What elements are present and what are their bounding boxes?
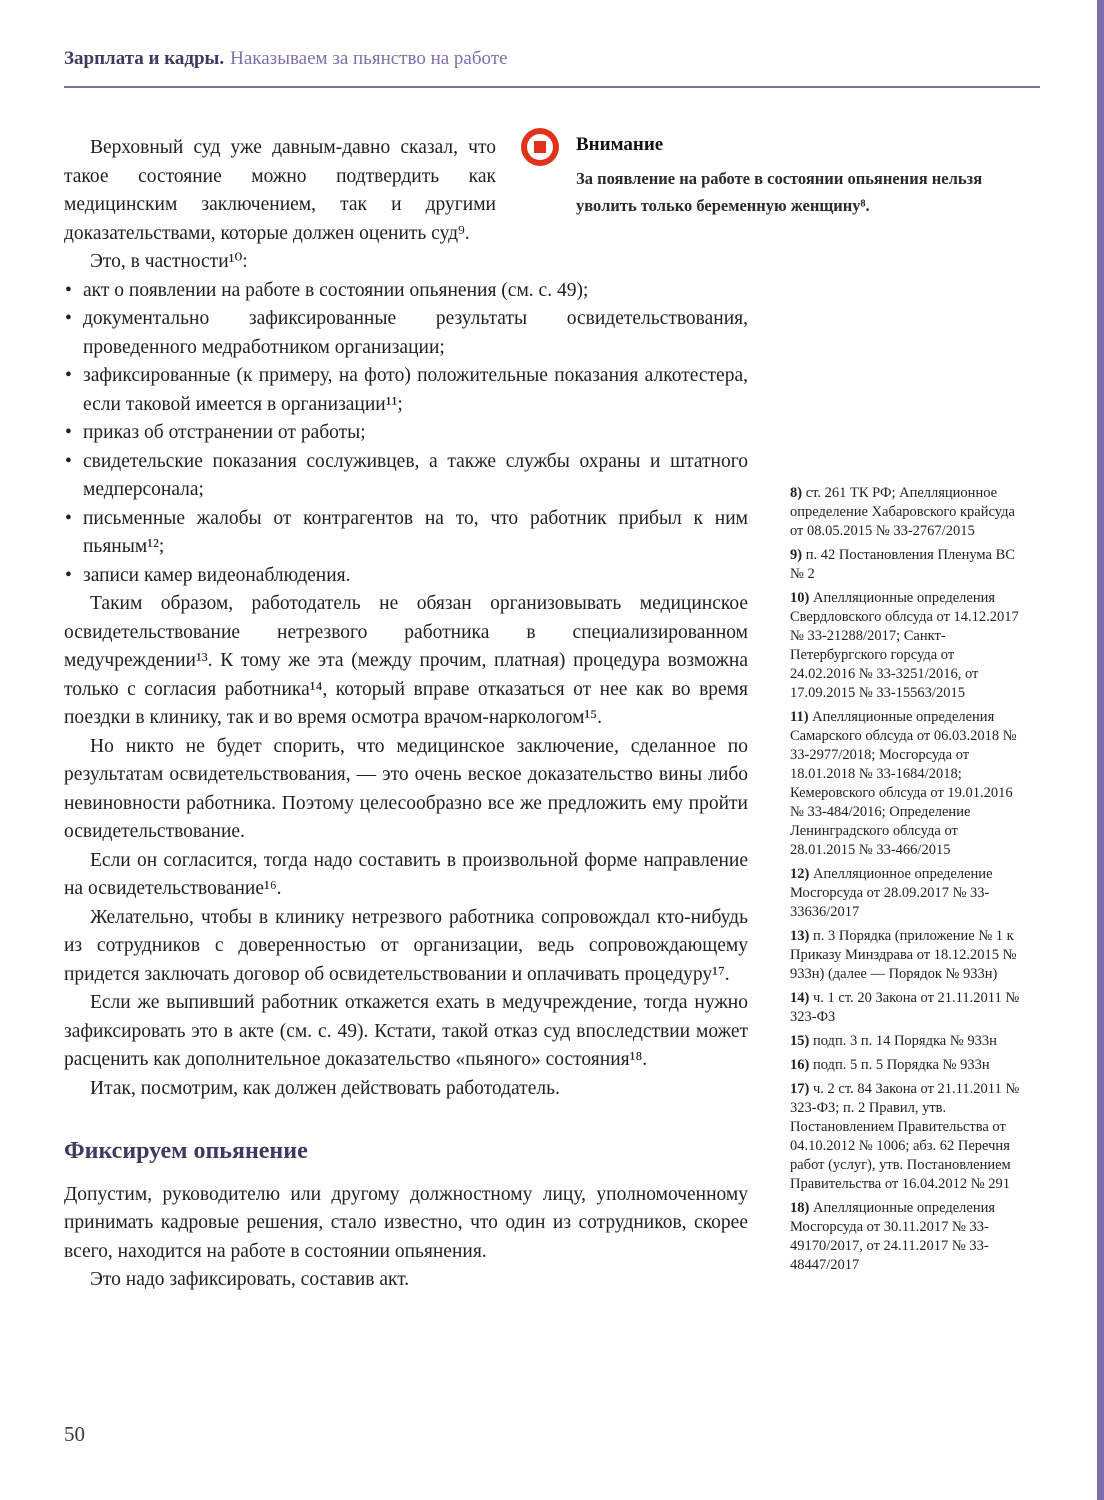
footnote-text: ст. 261 ТК РФ; Апелляционное определение Хабаровского крайсуда от 08.05.2015 № 33-2767/2015 [790, 485, 1015, 539]
footnote-text: Апелляционные определения Самарского облсуда от 06.03.2018 № 33-2977/2018; Мосгорсуда от 18.01.2018 № 33-1684/2018; Кемеровского облсуда от 19.01.2016 № 33-484/2016; Определение Ленинградского облсуда от 28.01.2015 № 33-466/2015 [790, 709, 1017, 858]
list-item: • документально зафиксированные результаты освидетельствования, проведенного медработником организации; [64, 305, 748, 362]
footnote-number: 16) [790, 1057, 810, 1073]
page-number: 50 [64, 1422, 85, 1446]
footnote-number: 12) [790, 866, 810, 882]
footnote [790, 546, 1022, 584]
list-item: • приказ об отстранении от работы; [64, 419, 748, 448]
list-item: • письменные жалобы от контрагентов на то, что работник прибыл к ним пьяным¹²; [64, 505, 748, 562]
paragraph: Это, в частности¹⁰: [90, 251, 248, 272]
footnote-number: 17) [790, 1081, 810, 1097]
footnote-number: 10) [790, 590, 810, 606]
attention-text: За появление на работе в состоянии опьянения нельзя уволить только беременную женщину⁸. [576, 169, 983, 215]
footnote-number: 11) [790, 709, 809, 725]
footnote [790, 589, 1022, 703]
running-head [64, 48, 1040, 88]
footnote-text: подп. 3 п. 14 Порядка № 933н [812, 1033, 997, 1049]
paragraph: Итак, посмотрим, как должен действовать работодатель. [90, 1077, 560, 1099]
footnote [790, 865, 1022, 922]
footnote-number: 13) [790, 928, 810, 944]
section-heading: Фиксируем опьянение [64, 1138, 308, 1164]
paragraph: Допустим, руководителю или другому должностному лицу, уполномоченному принимать кадровые решения, стало известно, что один из сотрудников, скорее всего, находится на работе в состоянии опьянения. [64, 1183, 748, 1262]
footnote [790, 708, 1022, 860]
paragraph: Но никто не будет спорить, что медицинское заключение, сделанное по результатам освидетельствования, — это очень веское доказательство вины либо невиновности работника. Поэтому целесообразно все же предложить ему пройти освидетельствование. [64, 735, 748, 842]
footnote-text: п. 3 Порядка (приложение № 1 к Приказу Минздрава от 18.12.2015 № 933н) (далее — Порядок № 933н) [790, 928, 1017, 982]
footnotes-column [790, 484, 1022, 1280]
footnote [790, 989, 1022, 1027]
footnote-text: Апелляционные определения Мосгорсуда от 30.11.2017 № 33-49170/2017, от 24.11.2017 № 33-48447/2017 [790, 1200, 996, 1273]
paragraph: Таким образом, работодатель не обязан организовывать медицинское освидетельствование нетрезвого работника в специализированном медучреждении¹³. К тому же эта (между прочим, платная) процедура возможна только с согласия работника¹⁴, который вправе отказаться от нее как во время поездки в клинику, так и во время осмотра врачом-наркологом¹⁵. [64, 593, 748, 728]
footnote-number: 18) [790, 1200, 810, 1216]
footnote [790, 1032, 1022, 1051]
footnote [790, 484, 1022, 541]
rubric-title: Зарплата и кадры. [64, 48, 225, 69]
footnote [790, 1199, 1022, 1275]
paragraph: Если он согласится, тогда надо составить в произвольной форме направление на освидетельствование¹⁶. [64, 849, 748, 899]
list-item: • акт о появлении на работе в состоянии опьянения (см. с. 49); [64, 277, 748, 306]
footnote-number: 14) [790, 990, 810, 1006]
list-item: • зафиксированные (к примеру, на фото) положительные показания алкотестера, если таковой имеется в организации¹¹; [64, 362, 748, 419]
paragraph: Это надо зафиксировать, составив акт. [90, 1269, 410, 1290]
footnote [790, 927, 1022, 984]
footnote-number: 15) [790, 1033, 810, 1049]
footnote [790, 1056, 1022, 1075]
list-item: • записи камер видеонаблюдения. [64, 562, 748, 591]
footnote-text: п. 42 Постановления Пленума ВС № 2 [790, 547, 1015, 582]
footnote-number: 9) [790, 547, 803, 563]
footnote-text: ч. 1 ст. 20 Закона от 21.11.2011 № 323-ФЗ [790, 990, 1020, 1025]
list-item: • свидетельские показания сослуживцев, а также службы охраны и штатного медперсонала; [64, 448, 748, 505]
footnote-text: подп. 5 п. 5 Порядка № 933н [812, 1057, 990, 1073]
article-body [64, 134, 748, 1295]
paragraph: Желательно, чтобы в клинику нетрезвого работника сопровождал кто-нибудь из сотрудников с доверенностью от организации, ведь сопровождающему придется заключать договор об освидетельствовании и оплачивать процедуру¹⁷. [64, 906, 748, 985]
footnote-text: Апелляционные определения Свердловского облсуда от 14.12.2017 № 33-21288/2017; Санкт-Петербургского горсуда от 24.02.2016 № 33-3251/2016, от 17.09.2015 № 33-15563/2015 [790, 590, 1019, 701]
footnote [790, 1080, 1022, 1194]
right-edge-rule [1097, 0, 1104, 1500]
evidence-list [64, 277, 748, 591]
footnote-number: 8) [790, 485, 803, 501]
article-title: Наказываем за пьянство на работе [230, 48, 508, 69]
attention-title: Внимание [576, 134, 664, 155]
footnote-text: Апелляционное определение Мосгорсуда от 28.09.2017 № 33-33636/2017 [790, 866, 993, 920]
paragraph: Верховный суд уже давным-давно сказал, что такое состояние можно подтвердить как медицинским заключением, так и другими доказательствами, которые должен оценить суд⁹. [64, 137, 496, 244]
paragraph: Если же выпивший работник откажется ехать в медучреждение, тогда нужно зафиксировать это в акте (см. с. 49). Кстати, такой отказ суд впоследствии может расценить как дополнительное доказательство «пьяного» состояния¹⁸. [64, 992, 748, 1070]
footnote-text: ч. 2 ст. 84 Закона от 21.11.2011 № 323-ФЗ; п. 2 Правил, утв. Постановлением Правительства от 04.10.2012 № 1006; абз. 62 Перечня работ (услуг), утв. Постановлением Правительства от 16.04.2012 № 291 [790, 1081, 1020, 1192]
